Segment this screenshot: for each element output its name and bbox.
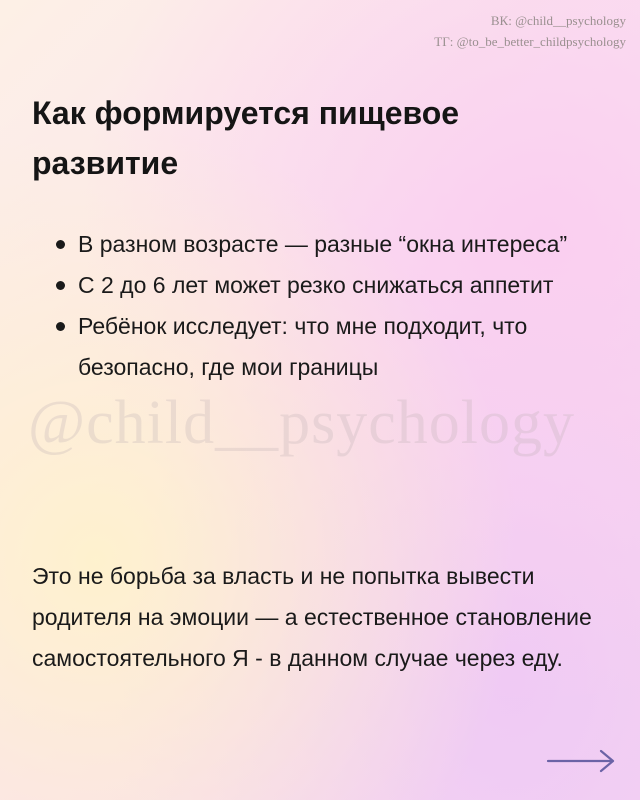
arrow-right-icon[interactable] (546, 746, 616, 776)
page-title: Как формируется пищевое развитие (32, 95, 460, 181)
bullet-item (46, 265, 606, 306)
bullet-text: С 2 до 6 лет может резко снижаться аппетит (78, 272, 554, 298)
social-credits (434, 10, 626, 52)
bullet-text: Ребёнок исследует: что мне подходит, что безопасно, где мои границы (78, 313, 528, 380)
bullet-item (46, 224, 606, 265)
tg-credit: ТГ: @to_be_better_childpsychology (434, 34, 626, 49)
bullet-list (46, 224, 606, 388)
watermark: @child__psychology (28, 389, 575, 457)
vk-credit: ВК: @child__psychology (490, 13, 626, 28)
bullet-dot-icon (56, 240, 65, 249)
bullet-dot-icon (56, 322, 65, 331)
bullet-item (46, 306, 606, 388)
bullet-text: В разном возрасте — разные “окна интереса” (78, 231, 568, 257)
body-paragraph: Это не борьба за власть и не попытка вывести родителя на эмоции — а естественное становление самостоятельного Я - в данном случае через еду. (32, 563, 592, 671)
bullet-dot-icon (56, 281, 65, 290)
